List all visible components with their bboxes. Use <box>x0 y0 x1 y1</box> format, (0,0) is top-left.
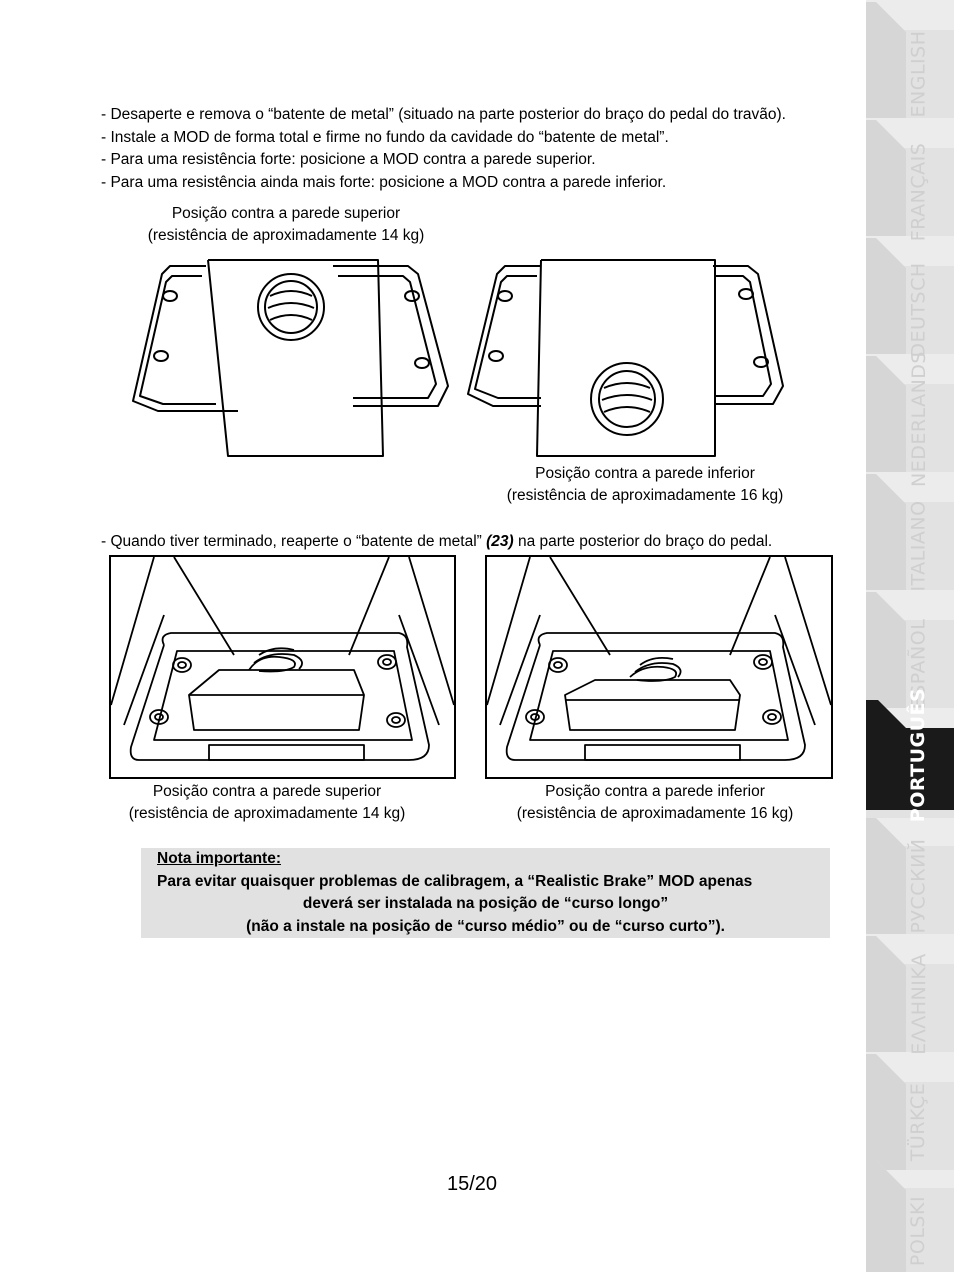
note-line: (não a instale na posição de “curso médio” ou de “curso curto”). <box>246 917 725 935</box>
tab-russian[interactable]: РУССКИЙ <box>866 818 954 936</box>
instruction-item: - Para uma resistência forte: posicione a MOD contra a parede superior. <box>101 151 596 169</box>
tab-deutsch[interactable]: DEUTSCH <box>866 238 954 356</box>
tab-polski[interactable]: POLSKI <box>866 1160 954 1272</box>
tab-francais[interactable]: FRANÇAIS <box>866 120 954 238</box>
note-title: Nota importante: <box>157 850 281 867</box>
instruction-item: - Para uma resistência ainda mais forte: posicione a MOD contra a parede inferior. <box>101 173 667 191</box>
installed-upper-position-illustration <box>109 555 456 779</box>
page-number: 15/20 <box>446 1173 498 1195</box>
instruction-item: - Instale a MOD de forma total e firme no fundo da cavidade do “batente de metal”. <box>101 128 669 146</box>
caption-upper-position: Posição contra a parede superior (resistência de aproximadamente 14 kg) <box>147 205 425 244</box>
caption-installed-upper: Posição contra a parede superior (resistência de aproximadamente 14 kg) <box>128 783 406 822</box>
tab-turkce[interactable]: TÜRKÇE <box>866 1054 954 1172</box>
instruction-list <box>101 104 786 194</box>
language-tab-strip <box>866 0 954 1272</box>
installed-lower-position-illustration <box>485 555 833 779</box>
tab-nederlands[interactable]: NEDERLANDS <box>866 356 954 474</box>
tab-italiano[interactable]: ITALIANO <box>866 474 954 592</box>
finish-instruction: - Quando tiver terminado, reaperte o “batente de metal” (23) na parte posterior do braço do pedal. <box>101 533 773 550</box>
caption-lower-position: Posição contra a parede inferior (resistência de aproximadamente 16 kg) <box>506 465 784 504</box>
mod-lower-position-illustration <box>463 256 788 466</box>
caption-installed-lower: Posição contra a parede inferior (resistência de aproximadamente 16 kg) <box>516 783 794 822</box>
mod-upper-position-illustration <box>128 256 458 466</box>
tab-english[interactable]: ENGLISH <box>866 2 954 120</box>
tab-portugues[interactable]: PORTUGUÊS <box>866 700 954 818</box>
part-reference: (23) <box>486 533 514 550</box>
tab-espanol[interactable]: ESPAÑOL <box>866 592 954 710</box>
note-line: deverá ser instalada na posição de “curso longo” <box>302 895 669 912</box>
instruction-item: - Desaperte e remova o “batente de metal” (situado na parte posterior do braço do pedal do travão). <box>101 106 786 123</box>
note-line: Para evitar quaisquer problemas de calibragem, a “Realistic Brake” MOD apenas <box>157 872 753 890</box>
important-note <box>141 848 830 938</box>
tab-greek[interactable]: ΕΛΛΗΝΙΚΑ <box>866 936 954 1054</box>
